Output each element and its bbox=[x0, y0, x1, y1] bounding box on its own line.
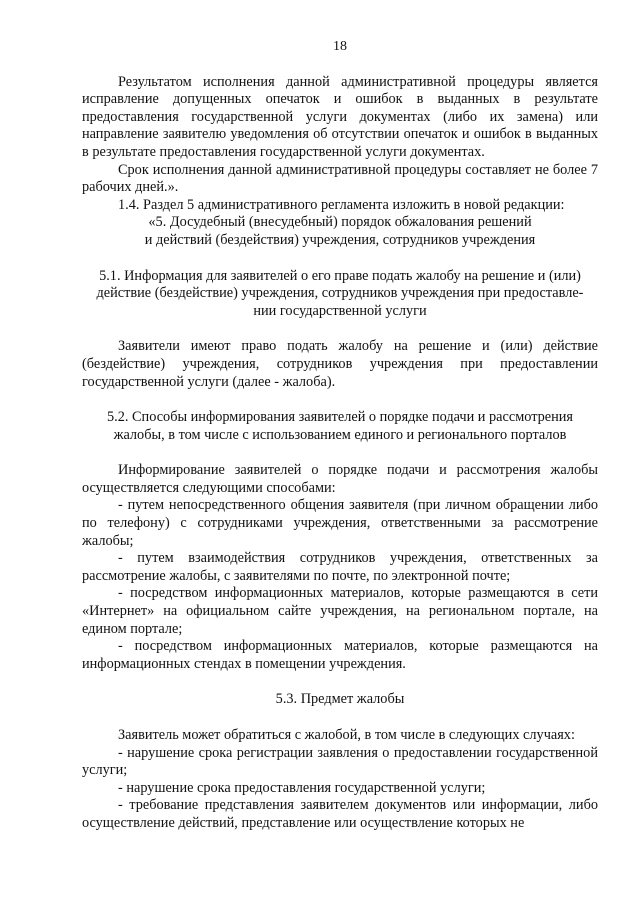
section-5-title-line1: «5. Досудебный (внесудебный) порядок обжалования решений bbox=[148, 214, 532, 231]
subsection-5-2-heading-line2: жалобы, в том числе с использованием единого и регионального порталов bbox=[113, 426, 567, 443]
page-number: 18 bbox=[333, 39, 347, 54]
subsection-5-3-heading-text: 5.3. Предмет жалобы bbox=[275, 691, 405, 708]
list-item: - путем взаимодействия сотрудников учреждения, ответственных за рассмотрение жалобы, с заявителями по почте, по электронной почте; bbox=[82, 550, 598, 584]
subsection-5-1-heading-line3: нии государственной услуги bbox=[253, 302, 427, 319]
paragraph-section-5-replacement: 1.4. Раздел 5 административного регламента изложить в новой редакции: bbox=[118, 196, 565, 213]
list-item: - путем непосредственного общения заявителя (при личном обращении либо по телефону) с сотрудниками учреждения, ответственными за рассмотрение жалобы; bbox=[82, 497, 598, 549]
subsection-5-1-heading-line1: 5.1. Информация для заявителей о его праве подать жалобу на решение и (или) bbox=[99, 267, 581, 284]
subsection-5-1-heading-line2: действие (бездействие) учреждения, сотрудников учреждения при предоставле- bbox=[96, 285, 584, 302]
document-page bbox=[82, 38, 598, 833]
section-5-title bbox=[82, 214, 598, 249]
paragraph-deadline: Срок исполнения данной административной процедуры составляет не более 7 рабочих дней.». bbox=[82, 161, 598, 196]
section-5-title-line2: и действий (бездействия) учреждения, сотрудников учреждения bbox=[144, 231, 536, 248]
subsection-5-3-intro: Заявитель может обратиться с жалобой, в том числе в следующих случаях: bbox=[118, 727, 575, 743]
list-item: - требование представления заявителем документов или информации, либо осуществление действий, представление или осуществление которых не bbox=[82, 797, 598, 831]
list-item: - нарушение срока регистрации заявления о предоставлении государственной услуги; bbox=[82, 744, 598, 779]
subsection-5-2-heading-line1: 5.2. Способы информирования заявителей о порядке подачи и рассмотрения bbox=[106, 409, 574, 426]
paragraph-result: Результатом исполнения данной административной процедуры является исправление допущенных опечаток и ошибок в выданных в результате предоставления государственной услуги документах (либо их замена) или направление заявителю уведомления об отсутствии опечаток и ошибок в выданных в результате предоставления государственной услуги документах. bbox=[82, 73, 598, 160]
list-item: - посредством информационных материалов, которые размещаются на информационных стендах в помещении учреждения. bbox=[82, 638, 598, 672]
subsection-5-2-intro: Информирование заявителей о порядке подачи и рассмотрения жалобы осуществляется следующими способами: bbox=[82, 462, 598, 496]
subsection-5-3-heading bbox=[82, 691, 598, 709]
list-item: - посредством информационных материалов, которые размещаются в сети «Интернет» на официальном сайте учреждения, на региональном портале, на едином портале; bbox=[82, 585, 598, 637]
subsection-5-1-heading bbox=[82, 268, 598, 321]
list-item: - нарушение срока предоставления государственной услуги; bbox=[118, 779, 486, 796]
subsection-5-2-heading bbox=[82, 409, 598, 444]
subsection-5-1-text: Заявители имеют право подать жалобу на решение и (или) действие (бездействие) учреждения, сотрудников учреждения при предоставлении государственной услуги (далее - жалоба). bbox=[82, 338, 598, 390]
